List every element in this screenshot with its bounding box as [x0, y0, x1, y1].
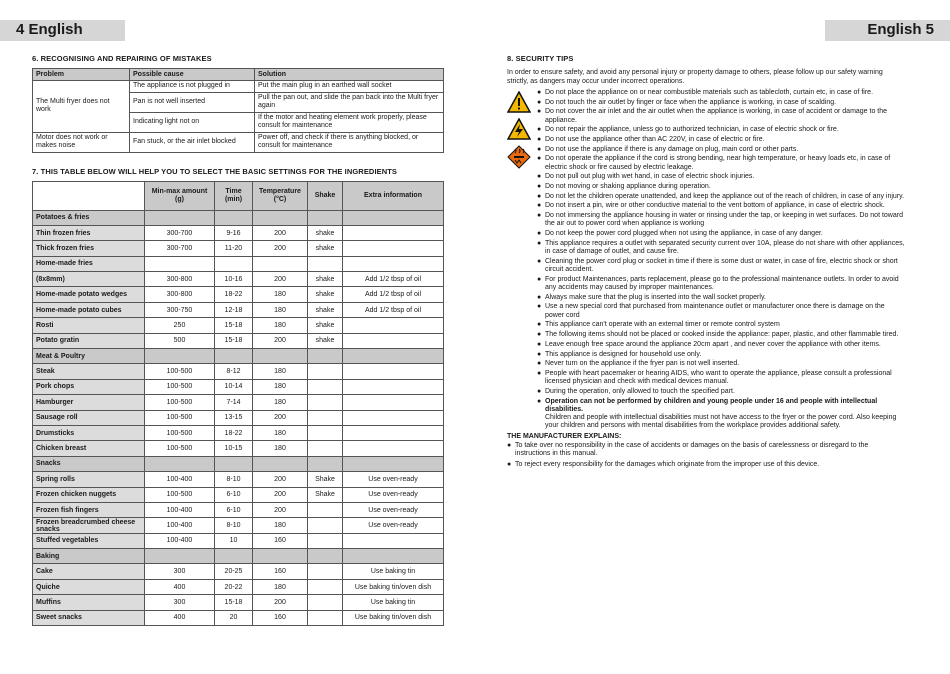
temp-cell: 160: [253, 610, 308, 625]
problem-cell: The Multi fryer does not work: [33, 81, 130, 133]
table-row: [33, 302, 444, 317]
warning-detail: Children and people with intellectual disabilities must not have access to the fryer or the power cord. Also keeping your children and persons with mental disabilities from the workplace provides additional safety.: [545, 414, 897, 430]
extra-cell: [343, 395, 444, 410]
extra-cell: [343, 318, 444, 333]
list-item: ● Do not cover the air inlet and the air outlet when the appliance is working, in case of accident or damage to the appliance.: [537, 108, 905, 125]
category-row: [33, 349, 444, 364]
shake-cell: [308, 349, 343, 364]
list-item: ● Cleaning the power cord plug or socket in time if there is some dust or water, in case of fire, electric shock or short circuit accident.: [537, 258, 905, 275]
table-row: [33, 395, 444, 410]
shake-cell: shake: [308, 272, 343, 287]
amount-cell: 250: [145, 318, 215, 333]
list-item: [537, 398, 905, 431]
time-cell: 15-18: [215, 595, 253, 610]
shake-cell: [308, 410, 343, 425]
name-cell: Chicken breast: [33, 441, 145, 456]
time-cell: 10-14: [215, 379, 253, 394]
name-cell: Home-made potato wedges: [33, 287, 145, 302]
col-header: Min-max amount (g): [145, 181, 215, 210]
temp-cell: [253, 549, 308, 564]
amount-cell: 300-700: [145, 241, 215, 256]
temp-cell: 200: [253, 487, 308, 502]
shake-cell: [308, 379, 343, 394]
bold-warning: Operation can not be performed by children and young people under 16 and people with intellectual disabilities.: [545, 397, 878, 413]
table-row: [33, 518, 444, 533]
list-item: ● Do not let the children operate unattended, and keep the appliance out of the reach of children, in case of any injury.: [537, 193, 905, 201]
name-cell: Sausage roll: [33, 410, 145, 425]
table-row: [33, 564, 444, 579]
manufacturer-title: THE MANUFACTURER EXPLAINS:: [507, 432, 622, 440]
time-cell: 20: [215, 610, 253, 625]
amount-cell: [145, 256, 215, 271]
shake-cell: [308, 441, 343, 456]
list-item: ● Do not place the appliance on or near combustible materials such as tablecloth, curtain etc, in case of fire.: [537, 89, 905, 97]
name-cell: Frozen fish fingers: [33, 502, 145, 517]
list-item: ● Do not immersing the appliance housing in water or rinsing under the tap, or keeping in wet surfaces. Do not toward the air out to power cord when appliance is working: [537, 212, 905, 229]
table-row: [33, 333, 444, 348]
amount-cell: [145, 349, 215, 364]
list-item: ● Do not repair the appliance, unless go to authorized technician, in case of electric shock or fire.: [537, 126, 905, 134]
shake-cell: [308, 502, 343, 517]
time-cell: 12-18: [215, 302, 253, 317]
extra-cell: Use oven-ready: [343, 518, 444, 533]
table-row: [33, 610, 444, 625]
shake-cell: [308, 395, 343, 410]
shake-cell: [308, 595, 343, 610]
category-row: [33, 549, 444, 564]
name-cell: Baking: [33, 549, 145, 564]
amount-cell: 400: [145, 610, 215, 625]
extra-cell: Use baking tin: [343, 564, 444, 579]
shake-cell: Shake: [308, 487, 343, 502]
shake-cell: shake: [308, 241, 343, 256]
left-page: [32, 54, 444, 626]
manufacturer-section: [507, 433, 905, 470]
time-cell: 15-18: [215, 333, 253, 348]
shake-cell: [308, 579, 343, 594]
amount-cell: 100-500: [145, 395, 215, 410]
shake-cell: [308, 610, 343, 625]
time-cell: 11-20: [215, 241, 253, 256]
col-header: Time (min): [215, 181, 253, 210]
right-page: [507, 54, 905, 471]
name-cell: Muffins: [33, 595, 145, 610]
extra-cell: [343, 379, 444, 394]
ingredients-title: 7. THIS TABLE BELOW WILL HELP YOU TO SELECT THE BASIC SETTINGS FOR THE INGREDIENTS: [32, 166, 398, 176]
warning-icon: [507, 91, 531, 113]
shake-cell: shake: [308, 225, 343, 240]
list-item: ● This appliance can't operate with an external timer or remote control system: [537, 321, 905, 329]
list-item: ● Do not use the appliance other than AC 220V, in case of electric or fire.: [537, 136, 905, 144]
page-number-left: [0, 20, 125, 41]
col-header: [33, 181, 145, 210]
time-cell: 10-16: [215, 272, 253, 287]
table-row: [33, 533, 444, 548]
problem-cell: Motor does not work or makes noise: [33, 132, 130, 152]
extra-cell: [343, 456, 444, 471]
cause-cell: Indicating light not on: [130, 112, 255, 132]
table-row: [33, 318, 444, 333]
shake-cell: shake: [308, 318, 343, 333]
tips-list: [537, 89, 905, 431]
category-row: [33, 456, 444, 471]
ingredients-body: [33, 210, 444, 626]
temp-cell: 180: [253, 379, 308, 394]
shake-cell: Shake: [308, 472, 343, 487]
list-item: ● To take over no responsibility in the case of accidents or damages on the basis of carelessness or disregard to the instructions in this manual.: [507, 442, 905, 459]
list-item: ● To reject every responsibility for the damages which originate from the improper use of this device.: [507, 461, 905, 470]
shake-cell: shake: [308, 287, 343, 302]
amount-cell: [145, 456, 215, 471]
col-header: Possible cause: [130, 69, 255, 81]
temp-cell: [253, 456, 308, 471]
time-cell: 18-22: [215, 287, 253, 302]
name-cell: Frozen breadcrumbed cheese snacks: [33, 518, 145, 533]
amount-cell: [145, 210, 215, 225]
page-header-right-text: English 5: [867, 21, 934, 38]
mistakes-title: 6. RECOGNISING AND REPAIRING OF MISTAKES: [32, 54, 212, 63]
table-row: [33, 379, 444, 394]
temp-cell: 200: [253, 225, 308, 240]
name-cell: Frozen chicken nuggets: [33, 487, 145, 502]
name-cell: Stuffed vegetables: [33, 533, 145, 548]
table-row: [33, 287, 444, 302]
name-cell: Drumsticks: [33, 425, 145, 440]
list-item: ● Leave enough free space around the appliance 20cm apart , and never cover the appliance with other items.: [537, 341, 905, 349]
temp-cell: 200: [253, 333, 308, 348]
list-item: ● During the operation, only allowed to touch the specified part.: [537, 388, 905, 396]
temp-cell: 200: [253, 502, 308, 517]
name-cell: Hamburger: [33, 395, 145, 410]
amount-cell: 100-500: [145, 410, 215, 425]
table-row: [33, 364, 444, 379]
name-cell: Rosti: [33, 318, 145, 333]
extra-cell: [343, 425, 444, 440]
amount-cell: 100-500: [145, 379, 215, 394]
col-header: Shake: [308, 181, 343, 210]
extra-cell: [343, 349, 444, 364]
col-header: Problem: [33, 69, 130, 81]
extra-cell: Add 1/2 tbsp of oil: [343, 287, 444, 302]
temp-cell: 180: [253, 441, 308, 456]
extra-cell: [343, 549, 444, 564]
shake-cell: [308, 456, 343, 471]
extra-cell: [343, 441, 444, 456]
shake-cell: [308, 364, 343, 379]
time-cell: 10-15: [215, 441, 253, 456]
name-cell: Spring rolls: [33, 472, 145, 487]
list-item: ● For product Maintenances, parts replacement, please go to the professional maintenance outlets. In order to avoid any accidents may caused by improper maintenances.: [537, 276, 905, 293]
time-cell: 18-22: [215, 425, 253, 440]
table-row: [33, 441, 444, 456]
extra-cell: [343, 210, 444, 225]
temp-cell: 180: [253, 364, 308, 379]
list-item: ● Do not pull out plug with wet hand, in case of electric shock injuries.: [537, 173, 905, 181]
name-cell: Meat & Poultry: [33, 349, 145, 364]
security-intro: In order to ensure safety, and avoid any personal injury or property damage to others, please follow up our safety warning strictly, as dangers may occur under incorrect operations.: [507, 69, 883, 85]
page-number-right: [825, 20, 950, 41]
table-row: [33, 595, 444, 610]
time-cell: 6-10: [215, 487, 253, 502]
time-cell: [215, 210, 253, 225]
temp-cell: 180: [253, 395, 308, 410]
col-header: Solution: [255, 69, 444, 81]
extra-cell: Use baking tin/oven dish: [343, 579, 444, 594]
extra-cell: Use baking tin: [343, 595, 444, 610]
temp-cell: 200: [253, 472, 308, 487]
time-cell: 7-14: [215, 395, 253, 410]
hot-surface-icon: [507, 145, 531, 169]
amount-cell: 300-800: [145, 272, 215, 287]
shake-cell: shake: [308, 302, 343, 317]
amount-cell: 300-800: [145, 287, 215, 302]
name-cell: Potatoes & fries: [33, 210, 145, 225]
solution-cell: If the motor and heating element work properly, please consult for maintenance: [255, 112, 444, 132]
list-item: ● This appliance is designed for household use only.: [537, 351, 905, 359]
temp-cell: 180: [253, 579, 308, 594]
time-cell: 8-10: [215, 518, 253, 533]
solution-cell: Pull the pan out, and slide the pan back into the Multi fryer again: [255, 92, 444, 112]
name-cell: Potato gratin: [33, 333, 145, 348]
list-item: ● Do not operate the appliance if the cord is strong bending, near high temperature, or heavy loads etc, in case of electric shock or fire caused by electric leakage.: [537, 155, 905, 172]
temp-cell: [253, 210, 308, 225]
hazard-icons: [507, 91, 533, 174]
time-cell: [215, 549, 253, 564]
list-item: ● People with heart pacemaker or hearing AIDS, who want to operate the appliance, please consult a professional licensed physician and check with medical devices manual.: [537, 370, 905, 387]
extra-cell: [343, 533, 444, 548]
table-row: [33, 410, 444, 425]
extra-cell: [343, 225, 444, 240]
time-cell: 20-22: [215, 579, 253, 594]
col-header: Temperature (°C): [253, 181, 308, 210]
amount-cell: 300: [145, 595, 215, 610]
extra-cell: [343, 410, 444, 425]
amount-cell: 100-400: [145, 502, 215, 517]
extra-cell: [343, 241, 444, 256]
extra-cell: Use oven-ready: [343, 502, 444, 517]
time-cell: 20-25: [215, 564, 253, 579]
electric-hazard-icon: [507, 118, 531, 140]
time-cell: [215, 456, 253, 471]
security-title: 8. SECURITY TIPS: [507, 54, 574, 63]
solution-cell: Put the main plug in an earthed wall socket: [255, 81, 444, 93]
col-header: Extra information: [343, 181, 444, 210]
extra-cell: Use oven-ready: [343, 472, 444, 487]
shake-cell: [308, 256, 343, 271]
amount-cell: 300-700: [145, 225, 215, 240]
temp-cell: 180: [253, 518, 308, 533]
list-item: ● Do not moving or shaking appliance during operation.: [537, 183, 905, 191]
table-row: [33, 225, 444, 240]
extra-cell: [343, 333, 444, 348]
time-cell: 6-10: [215, 502, 253, 517]
security-tips: [507, 89, 905, 431]
amount-cell: 500: [145, 333, 215, 348]
temp-cell: 200: [253, 272, 308, 287]
amount-cell: 100-500: [145, 441, 215, 456]
name-cell: Quiche: [33, 579, 145, 594]
extra-cell: Use oven-ready: [343, 487, 444, 502]
extra-cell: [343, 256, 444, 271]
table-row: [33, 272, 444, 287]
name-cell: Home-made potato cubes: [33, 302, 145, 317]
list-item: ● This appliance requires a outlet with separated security current over 10A, please do not share with other appliances, in case of damage of outlet, and cause fire.: [537, 240, 905, 257]
temp-cell: 180: [253, 287, 308, 302]
cause-cell: Pan is not well inserted: [130, 92, 255, 112]
temp-cell: 160: [253, 533, 308, 548]
amount-cell: 100-500: [145, 364, 215, 379]
list-item: ● Do not keep the power cord plugged when not using the appliance, in case of any danger.: [537, 230, 905, 238]
amount-cell: [145, 549, 215, 564]
name-cell: Thick frozen fries: [33, 241, 145, 256]
list-item: ● Do not insert a pin, wire or other conductive material to the vent bottom of appliance, in case of electric shock.: [537, 202, 905, 210]
amount-cell: 100-400: [145, 518, 215, 533]
time-cell: 15-18: [215, 318, 253, 333]
list-item: ● Do not touch the air outlet by finger or face when the appliance is working, in case of scalding.: [537, 99, 905, 107]
temp-cell: [253, 349, 308, 364]
table-row: [33, 132, 444, 152]
shake-cell: [308, 425, 343, 440]
name-cell: (8x8mm): [33, 272, 145, 287]
table-row: [33, 472, 444, 487]
temp-cell: 180: [253, 318, 308, 333]
amount-cell: 300: [145, 564, 215, 579]
extra-cell: Add 1/2 tbsp of oil: [343, 302, 444, 317]
amount-cell: 100-400: [145, 472, 215, 487]
table-row: [33, 241, 444, 256]
name-cell: Thin frozen fries: [33, 225, 145, 240]
amount-cell: 100-400: [145, 533, 215, 548]
shake-cell: [308, 533, 343, 548]
amount-cell: 100-500: [145, 425, 215, 440]
time-cell: [215, 349, 253, 364]
amount-cell: 100-500: [145, 487, 215, 502]
name-cell: Snacks: [33, 456, 145, 471]
table-row: [33, 256, 444, 271]
name-cell: Steak: [33, 364, 145, 379]
temp-cell: 180: [253, 425, 308, 440]
amount-cell: 400: [145, 579, 215, 594]
table-row: [33, 81, 444, 93]
time-cell: 9-16: [215, 225, 253, 240]
cause-cell: The appliance is not plugged in: [130, 81, 255, 93]
solution-cell: Power off, and check if there is anything blocked, or consult for maintenance: [255, 132, 444, 152]
table-row: [33, 487, 444, 502]
temp-cell: 200: [253, 410, 308, 425]
list-item: ● Never turn on the appliance if the fryer pan is not well inserted.: [537, 360, 905, 368]
name-cell: Sweet snacks: [33, 610, 145, 625]
list-item: ● Do not use the appliance if there is any damage on plug, main cord or other parts.: [537, 146, 905, 154]
extra-cell: [343, 364, 444, 379]
time-cell: [215, 256, 253, 271]
table-row: [33, 579, 444, 594]
temp-cell: [253, 256, 308, 271]
mistakes-table: [32, 68, 444, 153]
list-item: ● Use a new special cord that purchased from maintenance outlet or manufacturer once there is damage on the power cord: [537, 303, 905, 320]
list-item: ● The following items should not be placed or cooked inside the appliance: paper, plastic, and other flammable tired.: [537, 331, 905, 339]
time-cell: 8-12: [215, 364, 253, 379]
time-cell: 13-15: [215, 410, 253, 425]
shake-cell: [308, 564, 343, 579]
shake-cell: [308, 518, 343, 533]
temp-cell: 200: [253, 241, 308, 256]
temp-cell: 180: [253, 302, 308, 317]
cause-cell: Fan stuck, or the air inlet blocked: [130, 132, 255, 152]
name-cell: Cake: [33, 564, 145, 579]
shake-cell: [308, 210, 343, 225]
name-cell: Pork chops: [33, 379, 145, 394]
list-item: ● Always make sure that the plug is inserted into the wall socket properly.: [537, 294, 905, 302]
category-row: [33, 210, 444, 225]
ingredients-table: [32, 181, 444, 627]
shake-cell: [308, 549, 343, 564]
temp-cell: 160: [253, 564, 308, 579]
amount-cell: 300-750: [145, 302, 215, 317]
extra-cell: Add 1/2 tbsp of oil: [343, 272, 444, 287]
table-row: [33, 425, 444, 440]
shake-cell: shake: [308, 333, 343, 348]
time-cell: 8-10: [215, 472, 253, 487]
temp-cell: 200: [253, 595, 308, 610]
page-header-left-text: 4 English: [16, 21, 83, 38]
extra-cell: Use baking tin/oven dish: [343, 610, 444, 625]
name-cell: Home-made fries: [33, 256, 145, 271]
table-row: [33, 502, 444, 517]
time-cell: 10: [215, 533, 253, 548]
